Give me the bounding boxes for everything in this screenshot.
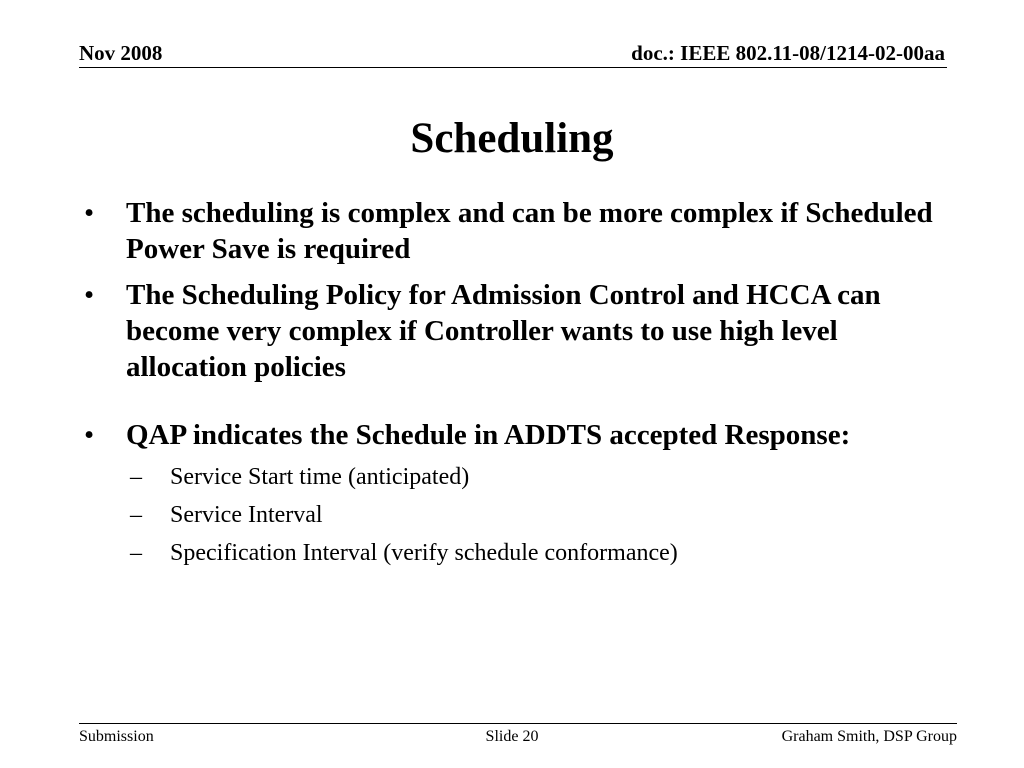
sub-bullet-item [84, 538, 964, 568]
footer-submission: Submission [79, 728, 154, 745]
sub-bullet-marker: – [130, 540, 142, 566]
sub-bullet-marker: – [130, 464, 142, 490]
header-date: Nov 2008 [79, 41, 163, 65]
bullet-text: QAP indicates the Schedule in ADDTS accepted Response: [126, 419, 851, 451]
bullet-text: The Scheduling Policy for Admission Control and HCCA can become very complex if Controller wants to use high level allocation policies [126, 279, 881, 383]
sub-bullet-item [84, 500, 964, 530]
sub-bullet-text: Specification Interval (verify schedule conformance) [170, 540, 678, 566]
bullet-item [84, 277, 964, 385]
bullet-marker: • [84, 197, 95, 229]
sub-bullet-item [84, 462, 964, 492]
footer-author: Graham Smith, DSP Group [781, 728, 957, 745]
bullet-text: The scheduling is complex and can be more complex if Scheduled Power Save is required [126, 197, 933, 265]
footer-divider [79, 723, 957, 724]
slide-title: Scheduling [410, 115, 614, 162]
footer-slide-number: Slide 20 [485, 728, 539, 745]
header-divider [79, 67, 947, 68]
bullet-item [84, 195, 964, 267]
slide-body [84, 195, 964, 568]
sub-bullet-text: Service Start time (anticipated) [170, 464, 470, 490]
sub-bullet-text: Service Interval [170, 502, 323, 528]
bullet-marker: • [84, 419, 95, 451]
bullet-marker: • [84, 279, 95, 311]
sub-bullet-marker: – [130, 502, 142, 528]
bullet-item [84, 417, 964, 453]
header-document-id: doc.: IEEE 802.11-08/1214-02-00aa [631, 41, 945, 65]
